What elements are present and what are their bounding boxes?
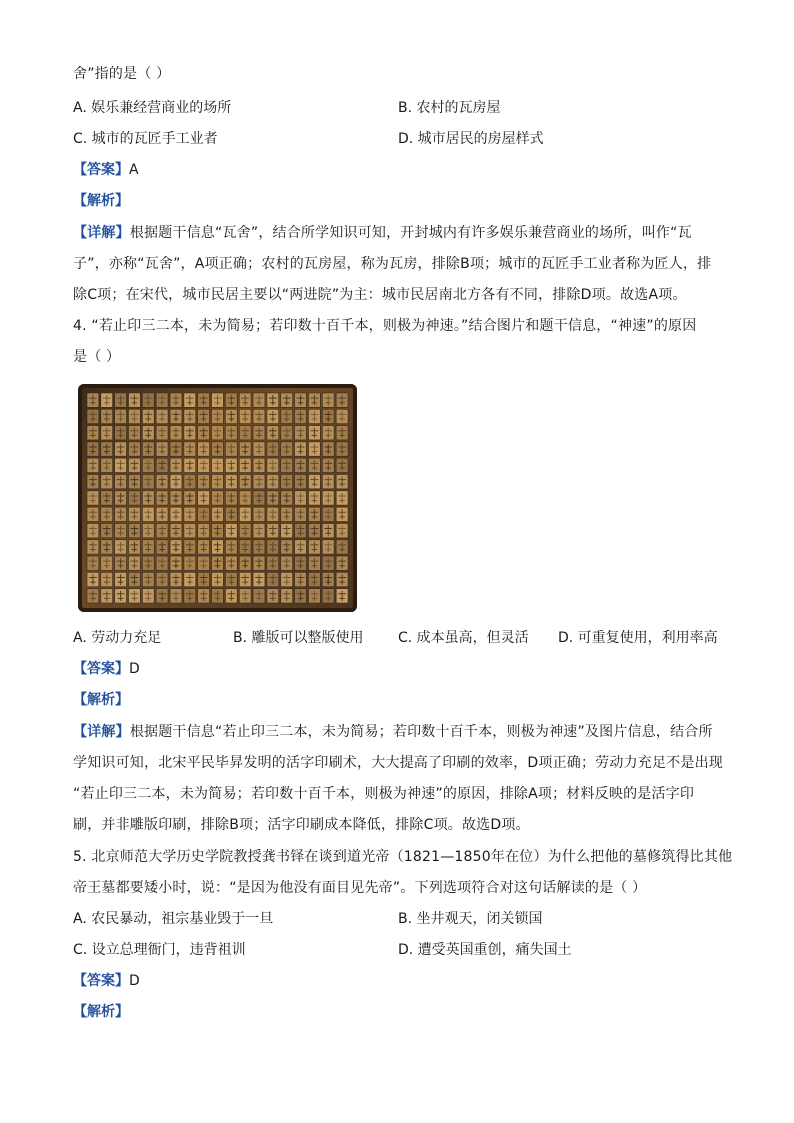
q3-detail-text: 根据题干信息“瓦舍”，结合所学知识可知，开封城内有许多娱乐兼营商业的场所，叫作“瓦 bbox=[129, 225, 692, 241]
answer-tag: 【答案】 bbox=[73, 973, 129, 989]
q4-option-b[interactable]: B. 雕版可以整版使用 bbox=[233, 630, 364, 646]
q4-answer: D bbox=[129, 661, 140, 677]
q3-analysis-row bbox=[73, 191, 129, 211]
q5-option-c[interactable]: C. 设立总理衙门，违背祖训 bbox=[73, 942, 246, 958]
q4-detail-text: 根据题干信息“若止印三二本，未为简易；若印数十百千本，则极为神速”及图片信息，结合所 bbox=[129, 724, 713, 740]
q5-option-b[interactable]: B. 坐井观天，闭关锁国 bbox=[398, 911, 543, 927]
detail-tag: 【详解】 bbox=[73, 225, 130, 241]
movable-type-printing-block-image bbox=[78, 384, 357, 612]
q4-option-a[interactable]: A. 劳动力充足 bbox=[73, 630, 162, 646]
analysis-tag: 【解析】 bbox=[73, 193, 129, 209]
q4-stem-line-2: 是（ ） bbox=[73, 349, 121, 365]
q4-detail-line-1 bbox=[73, 722, 713, 742]
q5-analysis-row bbox=[73, 1002, 129, 1022]
q5-answer: D bbox=[129, 973, 140, 989]
q5-stem-line-2: 帝王墓都要矮小时，说：“是因为他没有面目见先帝”。下列选项符合对这句话解读的是（ ） bbox=[73, 880, 647, 896]
q3-option-c[interactable]: C. 城市的瓦匠手工业者 bbox=[73, 131, 218, 147]
q4-analysis-row bbox=[73, 690, 129, 710]
q3-detail-line-1 bbox=[73, 223, 692, 243]
q3-answer: A bbox=[129, 162, 139, 178]
q5-answer-row bbox=[73, 971, 140, 991]
q3-stem: 舍”指的是（ ） bbox=[73, 66, 171, 82]
q5-option-a[interactable]: A. 农民暴动，祖宗基业毁于一旦 bbox=[73, 911, 274, 927]
q4-option-d[interactable]: D. 可重复使用，利用率高 bbox=[558, 630, 718, 646]
q5-stem-line-1: 5. 北京师范大学历史学院教授龚书铎在谈到道光帝（1821—1850年在位）为什么把他的墓修筑得比其他 bbox=[73, 849, 733, 865]
q4-answer-row bbox=[73, 659, 140, 679]
q3-detail-line-2: 子”，亦称“瓦舍”，A项正确；农村的瓦房屋，称为瓦房，排除B项；城市的瓦匠手工业者称为匠人，排 bbox=[73, 256, 712, 272]
q3-option-b[interactable]: B. 农村的瓦房屋 bbox=[398, 100, 501, 116]
detail-tag: 【详解】 bbox=[73, 724, 130, 740]
q4-stem-line-1: 4. “若止印三二本，未为简易；若印数十百千本，则极为神速。”结合图片和题干信息，“神速”的原因 bbox=[73, 318, 697, 334]
q4-detail-line-2: 学知识可知，北宋平民毕昇发明的活字印刷术，大大提高了印刷的效率，D项正确；劳动力充足不是出现 bbox=[73, 755, 723, 771]
analysis-tag: 【解析】 bbox=[73, 692, 129, 708]
q4-option-c[interactable]: C. 成本虽高，但灵活 bbox=[398, 630, 529, 646]
answer-tag: 【答案】 bbox=[73, 162, 129, 178]
q3-option-a[interactable]: A. 娱乐兼经营商业的场所 bbox=[73, 100, 232, 116]
analysis-tag: 【解析】 bbox=[73, 1004, 129, 1020]
q3-answer-row bbox=[73, 160, 139, 180]
answer-tag: 【答案】 bbox=[73, 661, 129, 677]
q3-option-d[interactable]: D. 城市居民的房屋样式 bbox=[398, 131, 544, 147]
woodblock-svg bbox=[78, 384, 357, 612]
q4-detail-line-3: “若止印三二本，未为简易；若印数十百千本，则极为神速”的原因，排除A项；材料反映的是活字印 bbox=[73, 786, 695, 802]
q3-detail-line-3: 除C项；在宋代，城市民居主要以“两进院”为主：城市民居南北方各有不同，排除D项。故选A项。 bbox=[73, 287, 687, 303]
q4-detail-line-4: 刷，并非雕版印刷，排除B项；活字印刷成本降低，排除C项。故选D项。 bbox=[73, 817, 530, 833]
q5-option-d[interactable]: D. 遭受英国重创，痛失国土 bbox=[398, 942, 572, 958]
